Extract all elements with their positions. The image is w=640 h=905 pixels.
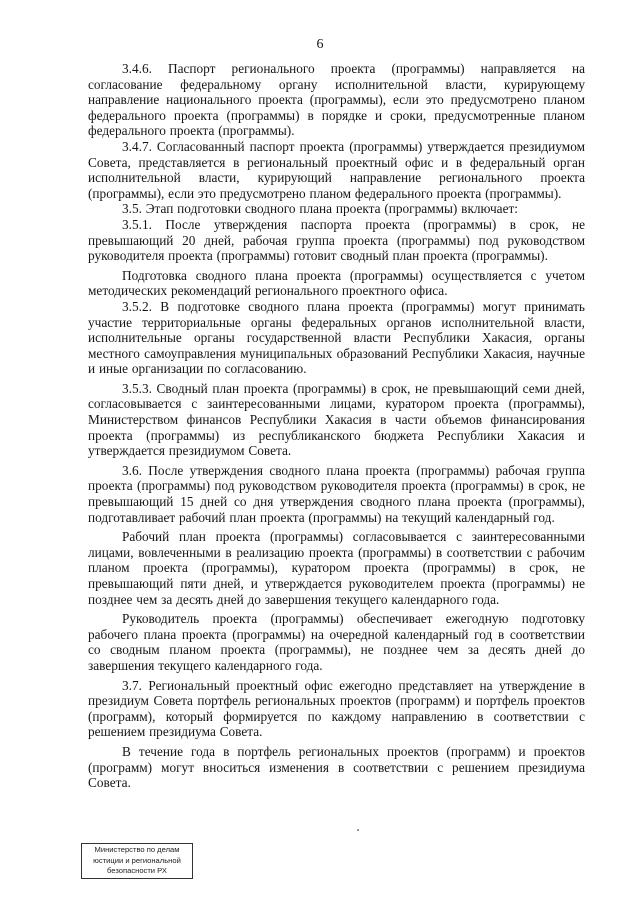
paragraph-summary-plan-preparation: Подготовка сводного плана проекта (программы) осуществляется с учетом методических рекомендаций регионального проектного офиса. [88,267,585,299]
stamp-line-2: юстиции и региональной [93,855,181,865]
paragraph-3-5-3: 3.5.3. Сводный план проекта (программы) в срок, не превышающий семи дней, согласовывается с заинтересованными лицами, куратором проекта (программы), Министерством финансов Республики Хакасия в части объемов финансирования проекта (программы) из республиканского бюджета Республики Хакасия и утверждается президиумом Совета. [88,380,585,459]
document-body [88,61,585,791]
paragraph-3-4-7: 3.4.7. Согласованный паспорт проекта (программы) утверждается президиумом Совета, представляется в региональный проектный офис и в федеральный орган исполнительной власти, курирующий направление регионального проекта (программы), если это предусмотрено планом федерального проекта (программы). [88,138,585,201]
paragraph-3-5-1: 3.5.1. После утверждения паспорта проекта (программы) в срок, не превышающий 20 дней, рабочая группа проекта (программы) под руководством руководителя проекта (программы) готовит сводный план проекта (программы). [88,216,585,264]
paragraph-3-5: 3.5. Этап подготовки сводного плана проекта (программы) включает: [122,201,518,217]
stamp-line-1: Министерство по делам [94,845,180,854]
paragraph-portfolio-changes: В течение года в портфель региональных проектов (программ) и проектов (программ) могут вноситься изменения в соответствии с решением президиума Совета. [88,743,585,791]
paragraph-3-7: 3.7. Региональный проектный офис ежегодно представляет на утверждение в президиум Совета портфель региональных проектов (программ) и портфель проектов (программ), который формируется по каждому направлению в соответствии с решением президиума Совета. [88,677,585,740]
paragraph-3-6: 3.6. После утверждения сводного плана проекта (программы) рабочая группа проекта (программы) под руководством руководителя проекта (программы) в срок, не превышающий 15 дней со дня утверждения сводного плана проекта (программы), подготавливает рабочий план проекта (программы) на текущий календарный год. [88,462,585,525]
page-number: 6 [316,37,324,52]
ministry-stamp [81,843,193,879]
paragraph-3-5-2: 3.5.2. В подготовке сводного плана проекта (программы) могут принимать участие территориальные органы федеральных органов исполнительной власти, исполнительные органы государственной власти Республики Хакасия, органы местного самоуправления муниципальных образований Республики Хакасия, научные и иные организации по согласованию. [88,298,585,377]
paragraph-3-4-6: 3.4.6. Паспорт регионального проекта (программы) направляется на согласование федеральному органу исполнительной власти, курирующему направление национального проекта (программы), если это предусмотрено планом федерального проекта (программы) в порядке и сроки, предусмотренные планом федерального проекта (программы). [88,61,585,139]
paragraph-work-plan-approval: Рабочий план проекта (программы) согласовывается с заинтересованными лицами, вовлеченными в реализацию проекта (программы) в соответствии с рабочим планом проекта (программы), куратором проекта (программы) в срок, не превышающий пяти дней, и утверждается руководителем проекта (программы) не позднее чем за десять дней до завершения текущего календарного года. [88,529,585,607]
paragraph-project-head-duties: Руководитель проекта (программы) обеспечивает ежегодную подготовку рабочего плана проекта (программы) на очередной календарный год в соответствии со сводным планом проекта (программы), не позднее чем за десять дней до завершения текущего календарного года. [88,611,585,673]
scan-speck [357,829,359,831]
stamp-line-3: безопасности РХ [107,866,167,875]
